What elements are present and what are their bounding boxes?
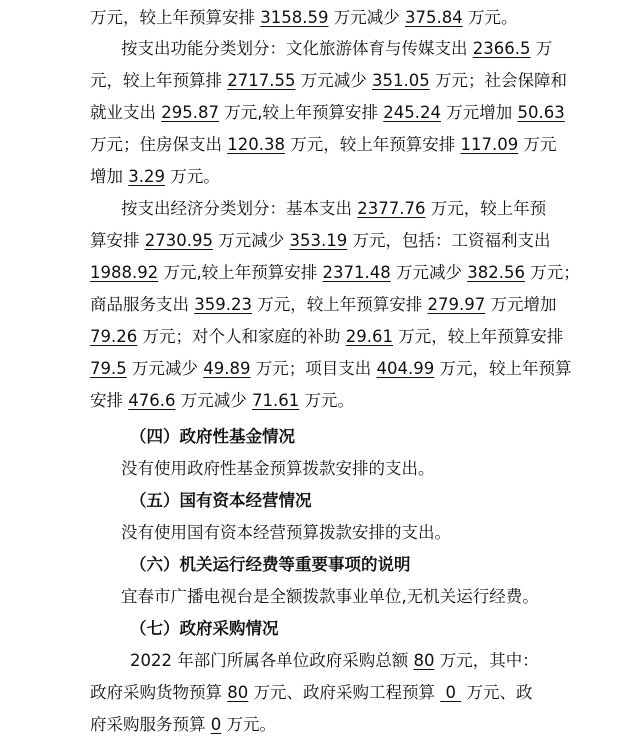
section-heading (0, 421, 634, 453)
underlined-amount: 50.63 (517, 103, 565, 122)
underlined-amount: 79.5 (90, 359, 127, 378)
text-run: 万元，较上年预算安排 (251, 295, 428, 314)
text-run: 元，较上年预算排 (90, 71, 228, 90)
text-run: 按支出功能分类划分：文化旅游体育与传媒支出 (121, 39, 473, 58)
text-run: 万元；项目支出 (250, 359, 377, 378)
paragraph-line (0, 2, 634, 34)
text-run: 万元减少 (126, 359, 204, 378)
paragraph-line (0, 161, 634, 193)
underlined-amount: 295.87 (161, 103, 219, 122)
paragraph-line (0, 677, 634, 709)
paragraph-line (0, 257, 634, 289)
underlined-amount: 359.23 (194, 295, 252, 314)
paragraph-line (0, 97, 634, 129)
underlined-amount: 0 (210, 715, 222, 734)
underlined-amount: 404.99 (376, 359, 435, 378)
text-run: 万元增加 (440, 103, 518, 122)
text-run: 万元，包括：工资福利支出 (347, 231, 551, 250)
underlined-amount: 80 (227, 683, 249, 702)
text-run: 万元减少 (212, 231, 290, 250)
text-run: （七）政府采购情况 (130, 619, 279, 638)
text-run: 万元，其中： (434, 651, 539, 670)
underlined-amount: 3.29 (128, 167, 165, 186)
text-run: 万 (530, 39, 553, 58)
underlined-amount: 382.56 (467, 263, 525, 282)
text-run: 万元减少 (295, 71, 372, 90)
underlined-amount: 245.24 (383, 103, 441, 122)
paragraph-line (0, 517, 634, 549)
underlined-amount: 71.61 (252, 391, 300, 410)
underlined-amount: 2366.5 (472, 39, 531, 58)
paragraph-line (0, 645, 634, 677)
underlined-amount: 279.97 (427, 295, 486, 314)
paragraph-line (0, 33, 634, 65)
paragraph-line (0, 225, 634, 257)
paragraph-line (0, 65, 634, 97)
text-run: 增加 (90, 167, 129, 186)
underlined-amount: 0 (440, 683, 462, 702)
text-run: 万元、政府采购工程预算 (248, 683, 441, 702)
underlined-amount: 79.26 (90, 327, 138, 346)
text-run: 万元，较上年预算安排 (90, 8, 261, 27)
text-run: 万元增加 (485, 295, 557, 314)
text-run: 没有使用政府性基金预算拨款安排的支出。 (121, 459, 435, 478)
text-run: （四）政府性基金情况 (130, 427, 295, 446)
text-run: 万元,较上年预算安排 (158, 263, 323, 282)
text-run: 万元； (524, 263, 580, 282)
text-run: 万元。 (299, 391, 354, 410)
underlined-amount: 2730.95 (144, 231, 213, 250)
text-run: 万元减少 (328, 8, 405, 27)
paragraph-line (0, 193, 634, 225)
paragraph-line (0, 129, 634, 161)
underlined-amount: 375.84 (404, 8, 463, 27)
text-run: 政府采购货物预算 (90, 683, 228, 702)
text-run: 万元减少 (390, 263, 468, 282)
paragraph-line (0, 581, 634, 613)
underlined-amount: 2377.76 (357, 199, 426, 218)
underlined-amount: 476.6 (128, 391, 176, 410)
text-run: 2022 年部门所属各单位政府采购总额 (130, 651, 414, 670)
text-run: 万元，较上年预算安排 (393, 327, 564, 346)
text-run: 宜春市广播电视台是全额拨款事业单位,无机关运行经费。 (121, 587, 539, 606)
underlined-amount: 29.61 (345, 327, 393, 346)
underlined-amount: 120.38 (227, 135, 285, 154)
paragraph-line (0, 321, 634, 353)
text-run: 府采购服务预算 (90, 715, 211, 734)
text-run: 万元，较上年预算安排 (284, 135, 461, 154)
underlined-amount: 3158.59 (260, 8, 329, 27)
underlined-amount: 2717.55 (227, 71, 296, 90)
text-run: 商品服务支出 (90, 295, 195, 314)
paragraph-line (0, 453, 634, 485)
text-run: （五）国有资本经营情况 (130, 491, 312, 510)
text-run: 万元,较上年预算安排 (218, 103, 384, 122)
text-run: 万元减少 (175, 391, 252, 410)
underlined-amount: 351.05 (371, 71, 430, 90)
underlined-amount: 49.89 (203, 359, 251, 378)
text-run: 万元、政 (461, 683, 533, 702)
section-heading (0, 613, 634, 645)
underlined-amount: 353.19 (289, 231, 348, 250)
text-run: 没有使用国有资本经营预算拨款安排的支出。 (121, 523, 451, 542)
underlined-amount: 1988.92 (90, 263, 159, 282)
paragraph-line (0, 709, 634, 741)
text-run: 万元 (518, 135, 557, 154)
paragraph-line (0, 289, 634, 321)
text-run: 万元，较上年预算 (434, 359, 572, 378)
text-run: 万元；社会保障和 (429, 71, 567, 90)
text-run: （六）机关运行经费等重要事项的说明 (130, 555, 411, 574)
text-run: 万元。 (165, 167, 220, 186)
text-run: 万元，较上年预 (425, 199, 547, 218)
text-run: 万元。 (221, 715, 276, 734)
text-run: 按支出经济分类划分：基本支出 (121, 199, 358, 218)
text-run: 万元；住房保支出 (90, 135, 228, 154)
text-run: 安排 (90, 391, 129, 410)
text-run: 万元。 (462, 8, 518, 27)
section-heading (0, 549, 634, 581)
section-heading (0, 485, 634, 517)
paragraph-line (0, 385, 634, 417)
text-run: 万元；对个人和家庭的补助 (137, 327, 346, 346)
underlined-amount: 2371.48 (322, 263, 391, 282)
underlined-amount: 80 (413, 651, 435, 670)
text-run: 算安排 (90, 231, 145, 250)
paragraph-line (0, 353, 634, 385)
underlined-amount: 117.09 (460, 135, 519, 154)
text-run: 就业支出 (90, 103, 162, 122)
